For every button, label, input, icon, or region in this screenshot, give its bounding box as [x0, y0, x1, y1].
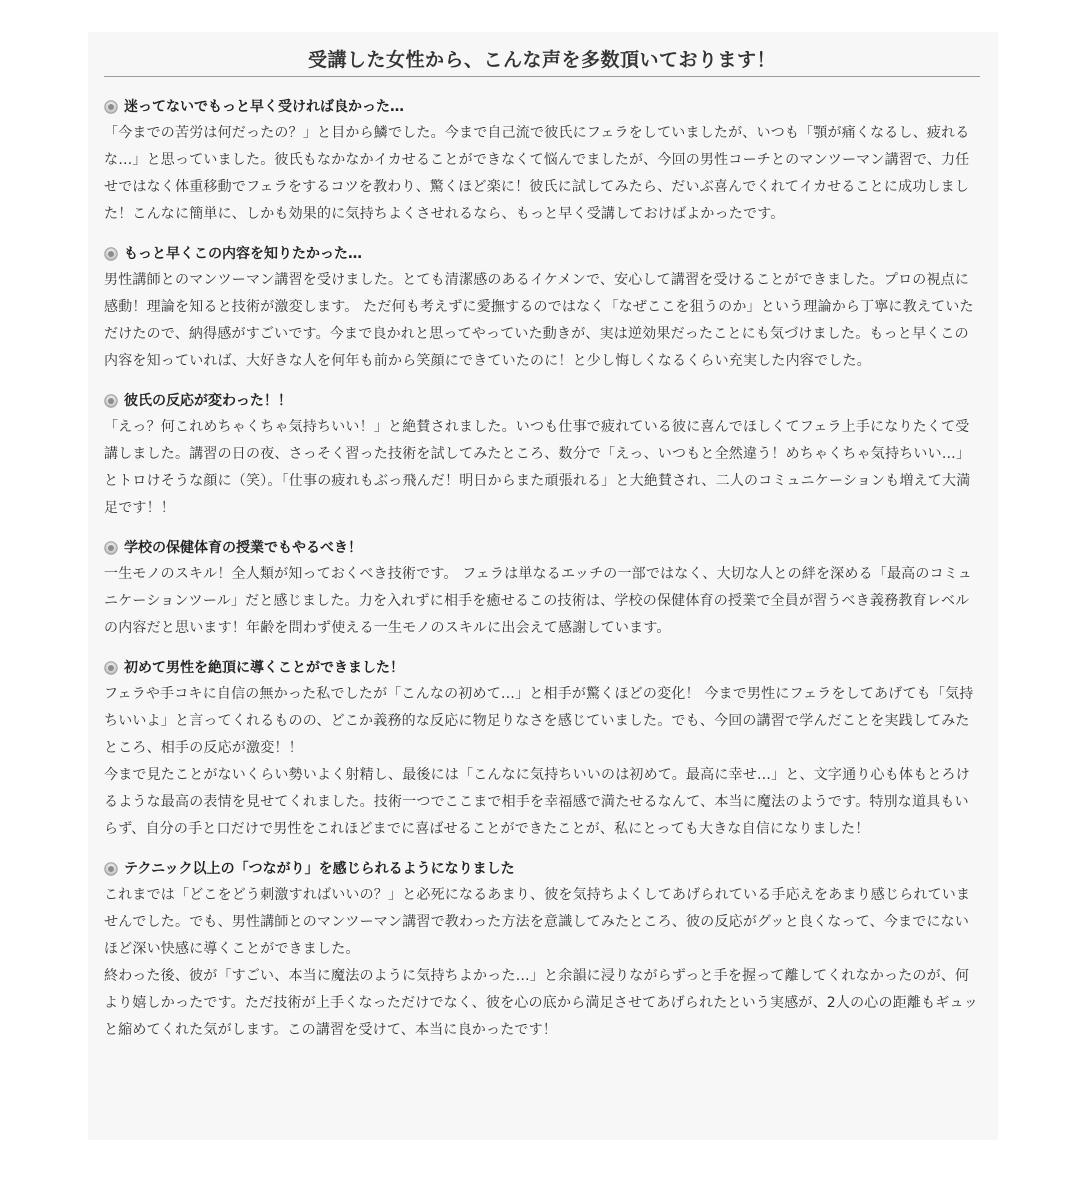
title-divider: [104, 76, 980, 77]
testimonial-paragraph: 今まで見たことがないくらい勢いよく射精し、最後には「こんなに気持ちいいのは初めて。最高に幸せ…」と、文字通り心も体もとろけるような最高の表情を見せてくれました。技術一つでここまで相手を幸福感で満たせるなんて、本当に魔法のようです。特別な道具もいらず、自分の手と口だけで男性をこれほどまでに喜ばせることができたことが、私にとっても大きな自信になりました！: [104, 767, 970, 837]
radio-bullet-icon: [104, 393, 118, 407]
testimonial-item: [104, 653, 980, 843]
testimonial-title: 初めて男性を絶頂に導くことができました！: [124, 660, 404, 676]
testimonial-heading: [104, 533, 980, 561]
testimonial-item: [104, 239, 980, 375]
testimonial-heading: [104, 92, 980, 120]
radio-bullet-icon: [104, 540, 118, 554]
testimonial-heading: [104, 854, 980, 882]
testimonial-heading: [104, 653, 980, 681]
testimonial-title: テクニック以上の「つながり」を感じられるようになりました: [124, 861, 515, 877]
testimonial-body: [104, 120, 980, 228]
radio-bullet-icon: [104, 660, 118, 674]
testimonial-body: [104, 267, 980, 375]
radio-bullet-icon: [104, 246, 118, 260]
testimonial-title: 学校の保健体育の授業でもやるべき！: [124, 540, 362, 556]
testimonial-paragraph: 終わった後、彼が「すごい、本当に魔法のように気持ちよかった…」と余韻に浸りながらずっと手を握って離してくれなかったのが、何より嬉しかったです。ただ技術が上手くなっただけでなく、彼を心の底から満足させてあげられたという実感が、2人の心の距離もギュッと縮めてくれた気がします。この講習を受けて、本当に良かったです！: [104, 968, 978, 1038]
testimonial-paragraph: 「えっ？何これめちゃくちゃ気持ちいい！」と絶賛されました。いつも仕事で疲れている彼に喜んでほしくてフェラ上手になりたくて受講しました。講習の日の夜、さっそく習った技術を試してみたところ、数分で「えっ、いつもと全然違う！めちゃくちゃ気持ちいい…」とトロけそうな顔に（笑）。「仕事の疲れもぶっ飛んだ！明日からまた頑張れる」と大絶賛され、二人のコミュニケーションも増えて大満足です！！: [104, 419, 971, 516]
testimonial-heading: [104, 386, 980, 414]
testimonial-body: [104, 414, 980, 522]
testimonial-title: 彼氏の反応が変わった！！: [124, 393, 292, 409]
testimonial-item: [104, 92, 980, 228]
testimonials-panel: [88, 32, 998, 1140]
testimonial-body: [104, 561, 980, 642]
testimonial-list: [104, 92, 980, 1055]
page-title: 受講した女性から、こんな声を多数頂いております！: [307, 49, 776, 71]
testimonial-paragraph: 「今までの苦労は何だったの？」と目から鱗でした。今まで自己流で彼氏にフェラをしていましたが、いつも「顎が痛くなるし、疲れるな…」と思っていました。彼氏もなかなかイカせることができなくて悩んでましたが、今回の男性コーチとのマンツーマン講習で、力任せではなく体重移動でフェラをするコツを教わり、驚くほど楽に！彼氏に試してみたら、だいぶ喜んでくれてイカせることに成功しました！こんなに簡単に、しかも効果的に気持ちよくさせれるなら、もっと早く受講しておけばよかったです。: [104, 125, 970, 222]
radio-bullet-icon: [104, 99, 118, 113]
testimonial-paragraph: フェラや手コキに自信の無かった私でしたが「こんなの初めて…」と相手が驚くほどの変化！ 今まで男性にフェラをしてあげても「気持ちいいよ」と言ってくれるものの、どこか義務的な反応に物足りなさを感じていました。でも、今回の講習で学んだことを実践してみたところ、相手の反応が激変！！: [104, 686, 974, 756]
testimonial-body: [104, 681, 980, 843]
testimonial-paragraph: 一生モノのスキル！全人類が知っておくべき技術です。 フェラは単なるエッチの一部ではなく、大切な人との絆を深める「最高のコミュニケーションツール」だと感じました。力を入れずに相手を癒せるこの技術は、学校の保健体育の授業で全員が習うべき義務教育レベルの内容だと思います！年齢を問わず使える一生モノのスキルに出会えて感謝しています。: [104, 566, 972, 636]
testimonial-item: [104, 854, 980, 1044]
testimonial-body: [104, 882, 980, 1044]
testimonial-heading: [104, 239, 980, 267]
testimonial-item: [104, 533, 980, 642]
testimonial-title: もっと早くこの内容を知りたかった…: [124, 246, 362, 262]
testimonial-item: [104, 386, 980, 522]
radio-bullet-icon: [104, 861, 118, 875]
testimonial-title: 迷ってないでもっと早く受ければ良かった…: [124, 99, 404, 115]
testimonial-paragraph: これまでは「どこをどう刺激すればいいの？」と必死になるあまり、彼を気持ちよくしてあげられている手応えをあまり感じられていませんでした。でも、男性講師とのマンツーマン講習で教わった方法を意識してみたところ、彼の反応がグッと良くなって、今までにないほど深い快感に導くことができました。: [104, 887, 971, 957]
testimonial-paragraph: 男性講師とのマンツーマン講習を受けました。とても清潔感のあるイケメンで、安心して講習を受けることができました。プロの視点に感動！理論を知ると技術が激変します。 ただ何も考えずに愛撫するのではなく「なぜここを狙うのか」という理論から丁寧に教えていただけたので、納得感がすごいです。今まで良かれと思ってやっていた動きが、実は逆効果だったことにも気づけました。もっと早くこの内容を知っていれば、大好きな人を何年も前から笑顔にできていたのに！と少し悔しくなるくらい充実した内容でした。: [104, 272, 974, 369]
